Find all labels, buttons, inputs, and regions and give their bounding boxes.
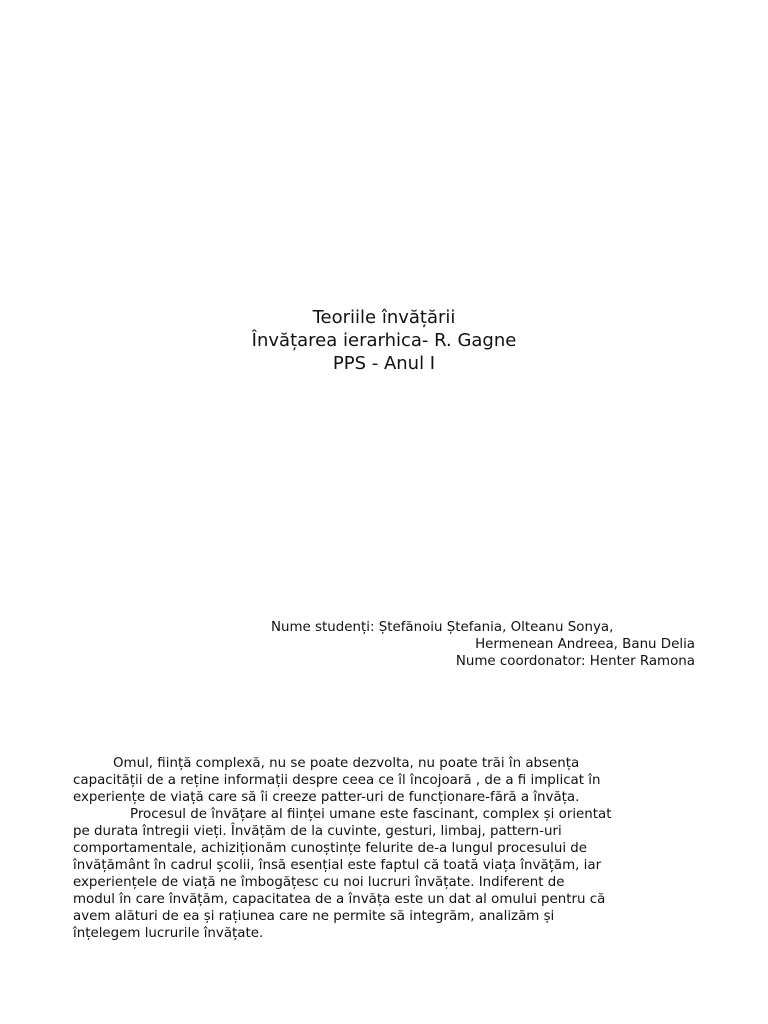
course-label: PPS - Anul I [332, 353, 436, 374]
coordinator-line: Nume coordonator: Henter Ramona [455, 654, 695, 669]
paragraph-line: avem alături de ea și rațiunea care ne permite să integrăm, analizăm și [73, 909, 555, 924]
paragraph-line: experiențe de viață care să îi creeze patter-uri de funcționare-fără a învăța. [73, 790, 580, 805]
paragraph-2 [73, 806, 703, 942]
paragraph-line: capacității de a reține informații despre ceea ce îl încojoară , de a fi implicat în [73, 773, 601, 788]
paragraph-line: Omul, ființă complexă, nu se poate dezvolta, nu poate trăi în absența [113, 756, 580, 771]
document-title: Teoriile învățării [312, 307, 456, 328]
paragraph-line: pe durata întregii vieți. Învățăm de la cuvinte, gesturi, limbaj, pattern-uri [73, 824, 562, 839]
students-line-1: Nume studenți: Ștefănoiu Ștefania, Olteanu Sonya, [271, 620, 614, 635]
paragraph-line: comportamentale, achiziționăm cunoștințe felurite de-a lungul procesului de [73, 841, 588, 856]
title-block [0, 306, 768, 375]
document-subtitle: Învățarea ierarhica- R. Gagne [251, 330, 517, 351]
paragraph-line: înțelegem lucrurile învățate. [73, 926, 264, 941]
paragraph-line: Procesul de învățare al ființei umane este fascinant, complex și orientat [130, 807, 612, 822]
authors-block [235, 619, 695, 670]
body-text [73, 755, 703, 942]
paragraph-line: învățământ în cadrul școlii, însă esențial este faptul că toată viața învățăm, iar [73, 858, 602, 873]
paragraph-line: modul în care învățăm, capacitatea de a învăța este un dat al omului pentru că [73, 892, 606, 907]
paragraph-1 [73, 755, 703, 806]
students-line-2: Hermenean Andreea, Banu Delia [475, 637, 695, 652]
paragraph-line: experiențele de viață ne îmbogățesc cu noi lucruri învățate. Indiferent de [73, 875, 565, 890]
